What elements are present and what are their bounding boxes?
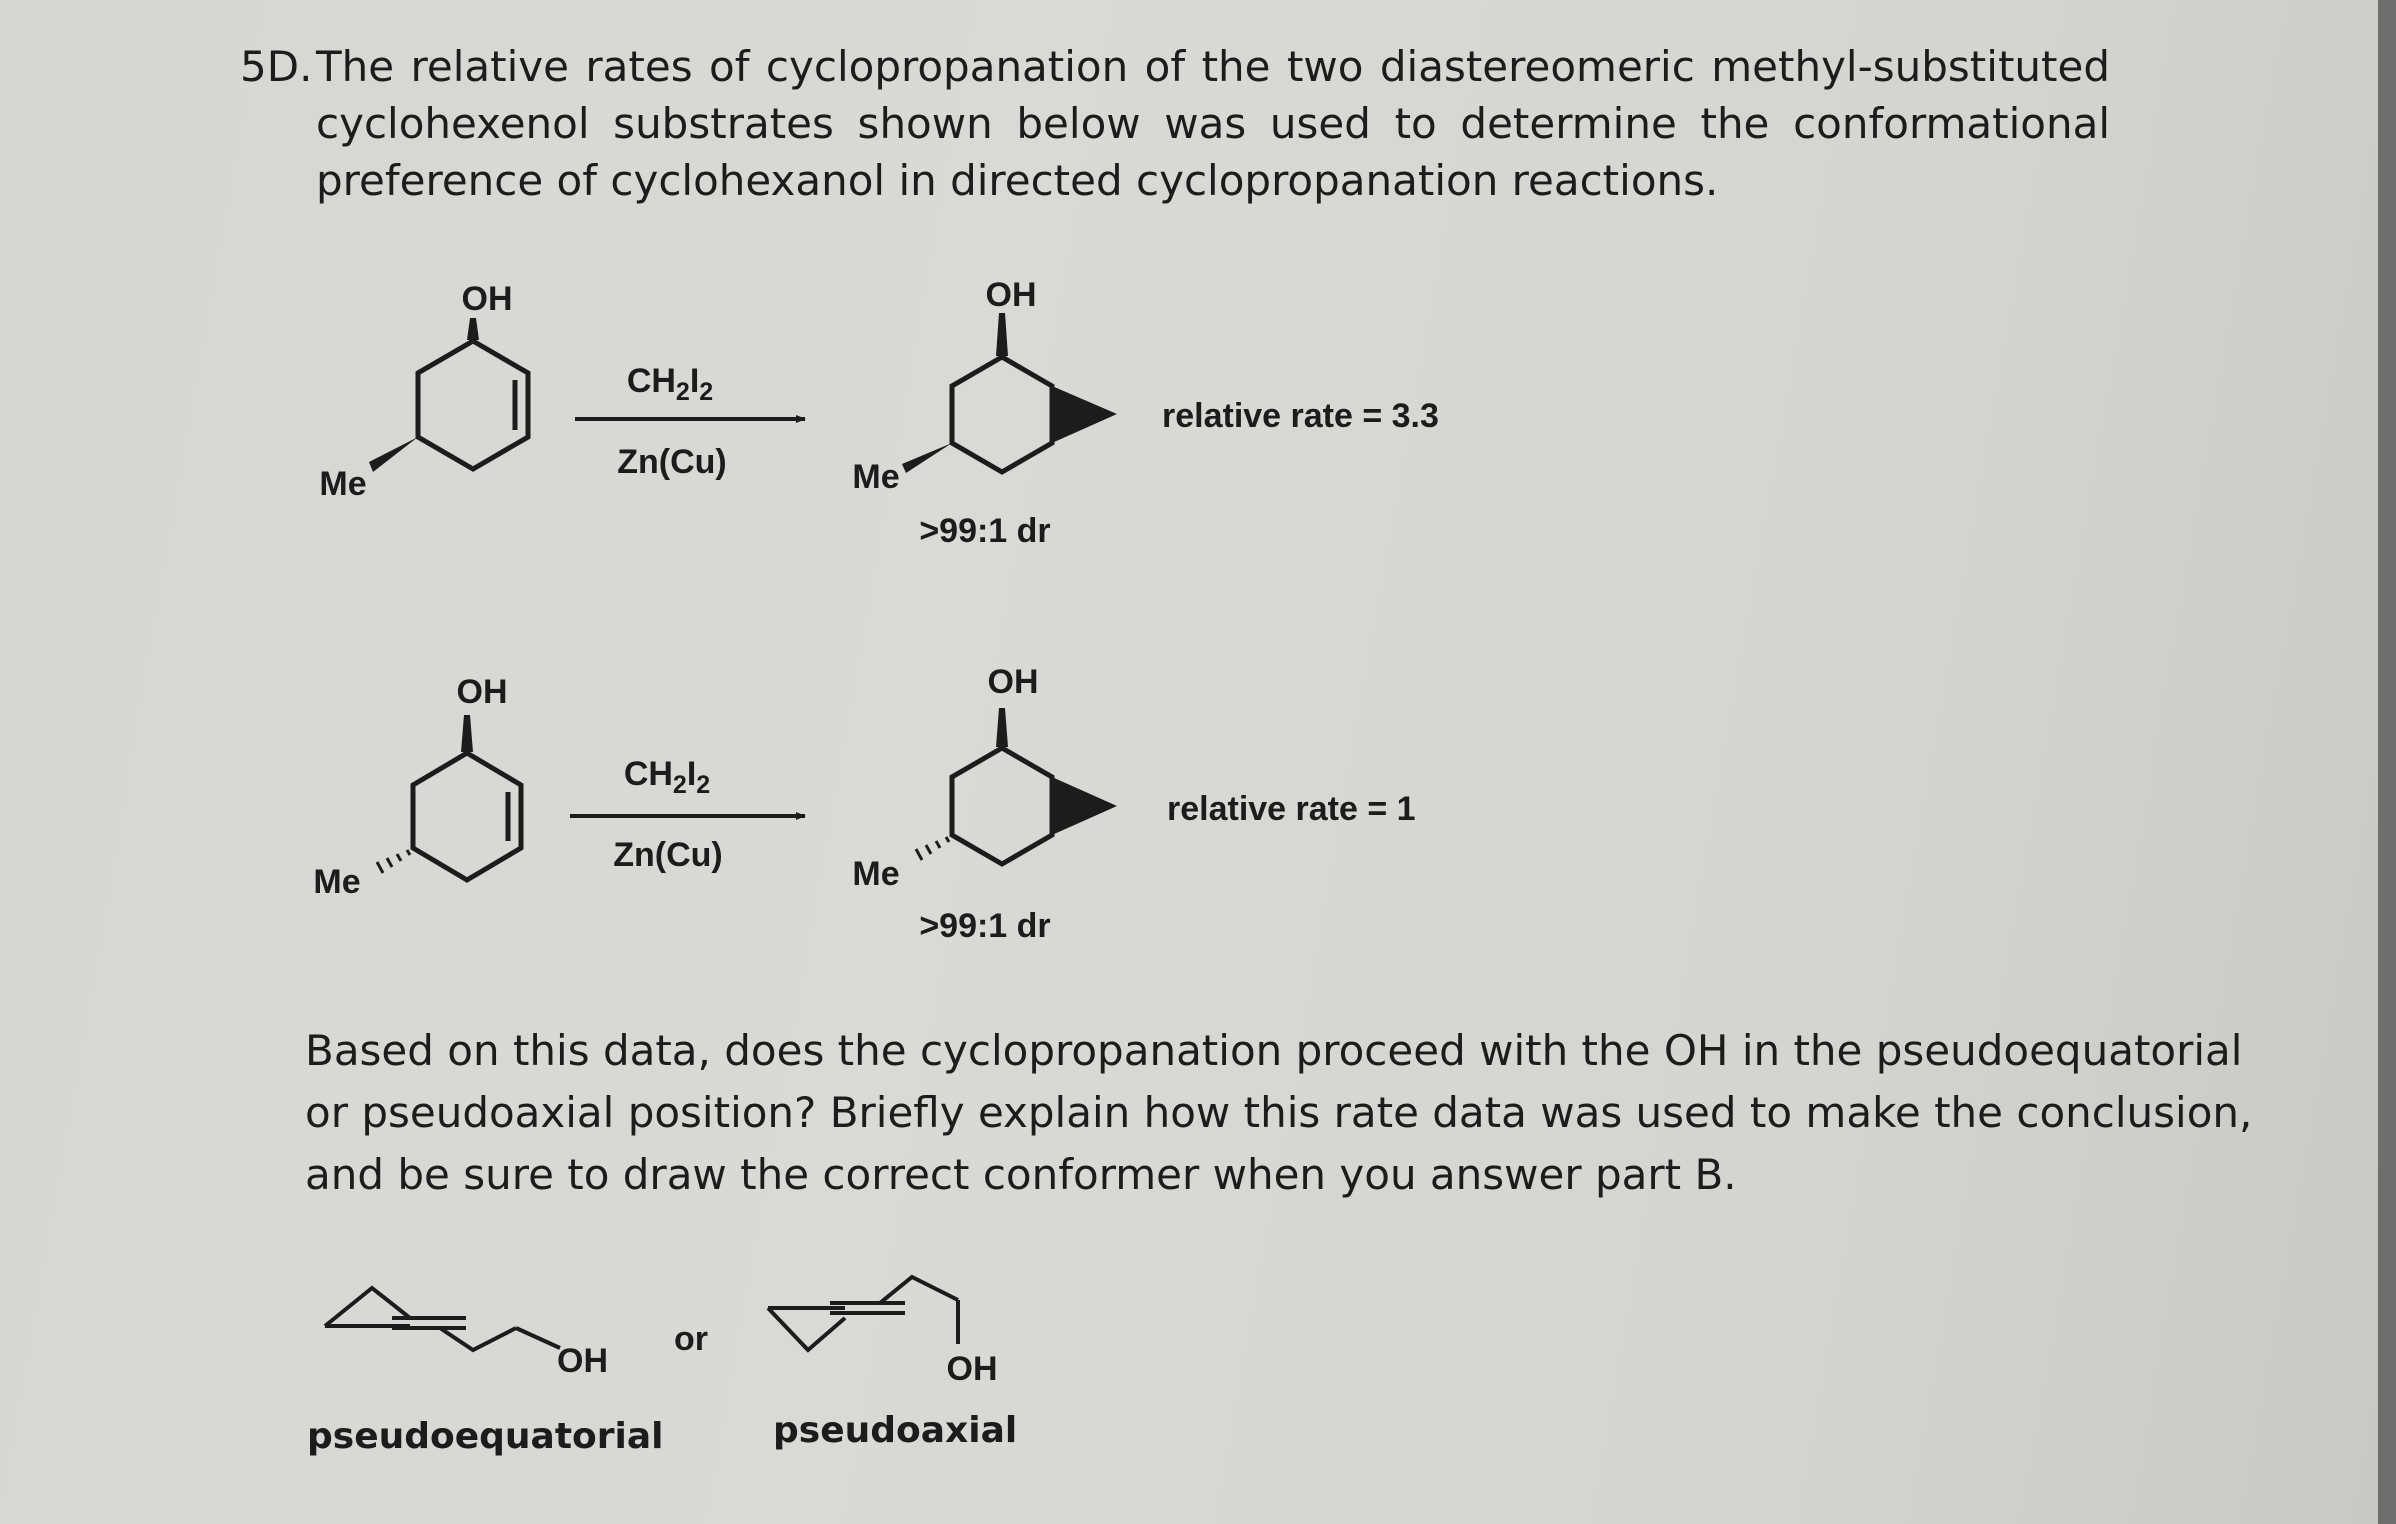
substrate-1-me-wedge <box>369 437 418 472</box>
product-1-me-wedge <box>902 443 952 473</box>
pseudoaxial-right-bonds <box>880 1277 958 1303</box>
substrate-2-ring <box>413 753 521 880</box>
question-line-1: The relative rates of cyclopropanation of the two diastereomeric methyl-substituted <box>316 42 2110 91</box>
reaction-1-dr: >99:1 dr <box>919 512 1051 550</box>
substrate-1-ring <box>418 341 528 469</box>
reaction-1-relative-rate: relative rate = 3.3 <box>1162 397 1439 435</box>
prompt-text <box>305 1020 2253 1206</box>
reaction-2 <box>313 663 1415 945</box>
substrate-2-oh-label: OH <box>456 673 508 711</box>
pseudoequatorial-label: pseudoequatorial <box>307 1416 664 1457</box>
product-1-ring <box>952 357 1052 472</box>
prompt-line-3: and be sure to draw the correct conformer when you answer part B. <box>305 1150 1737 1199</box>
pseudoaxial-label: pseudoaxial <box>773 1410 1018 1451</box>
product-1-oh-wedge <box>996 313 1008 356</box>
pseudoequatorial-left-bonds <box>325 1288 410 1326</box>
product-2-me-hash <box>916 837 949 860</box>
reaction-1 <box>319 276 1439 550</box>
substrate-1-oh-wedge <box>467 318 479 340</box>
product-1 <box>902 313 1117 473</box>
substrate-1 <box>369 318 528 472</box>
product-1-oh-label: OH <box>985 276 1037 314</box>
product-1-me-label: Me <box>852 458 900 496</box>
product-2-cyclopropane-wedge <box>1052 777 1117 835</box>
prompt-line-2: or pseudoaxial position? Briefly explain how this rate data was used to make the conclusion, <box>305 1088 2253 1137</box>
pseudoequatorial-oh-bond <box>516 1328 560 1348</box>
pseudoequatorial-oh-label: OH <box>557 1342 608 1380</box>
substrate-1-oh-label: OH <box>461 280 513 318</box>
question-number: 5D. <box>240 42 313 91</box>
product-2-oh-wedge <box>996 708 1008 747</box>
product-2-me-label: Me <box>852 855 900 893</box>
reaction-2-dr: >99:1 dr <box>919 907 1051 945</box>
question-line-2: cyclohexenol substrates shown below was used to determine the conformational <box>316 99 2110 148</box>
reaction-1-reagent-top: $CH_2I_2$ <box>626 362 714 406</box>
reaction-2-relative-rate: relative rate = 1 <box>1167 790 1416 828</box>
substrate-2-me-hash <box>377 850 410 873</box>
substrate-2-me-label: Me <box>313 863 361 901</box>
substrate-2-oh-wedge <box>461 715 473 752</box>
pseudoequatorial-right-bonds <box>440 1328 516 1350</box>
pseudoaxial-oh-label: OH <box>946 1350 998 1388</box>
substrate-2 <box>377 715 521 880</box>
conformer-pseudoequatorial <box>325 1288 560 1350</box>
prompt-line-1: Based on this data, does the cyclopropanation proceed with the OH in the pseudoequatorial <box>305 1026 2243 1075</box>
reaction-1-reagent-bottom: Zn(Cu) <box>617 443 727 481</box>
question-line-3: preference of cyclohexanol in directed cyclopropanation reactions. <box>316 156 1719 205</box>
reaction-2-reagent-top: $CH_2I_2$ <box>623 755 711 799</box>
reaction-2-reagent-bottom: Zn(Cu) <box>613 836 723 874</box>
substrate-1-me-label: Me <box>319 465 367 503</box>
product-1-cyclopropane-wedge <box>1052 386 1117 443</box>
product-2-ring <box>952 748 1052 864</box>
product-2-oh-label: OH <box>987 663 1039 701</box>
or-label: or <box>674 1320 708 1358</box>
product-2 <box>916 708 1117 864</box>
conformer-pseudoaxial <box>768 1277 958 1350</box>
